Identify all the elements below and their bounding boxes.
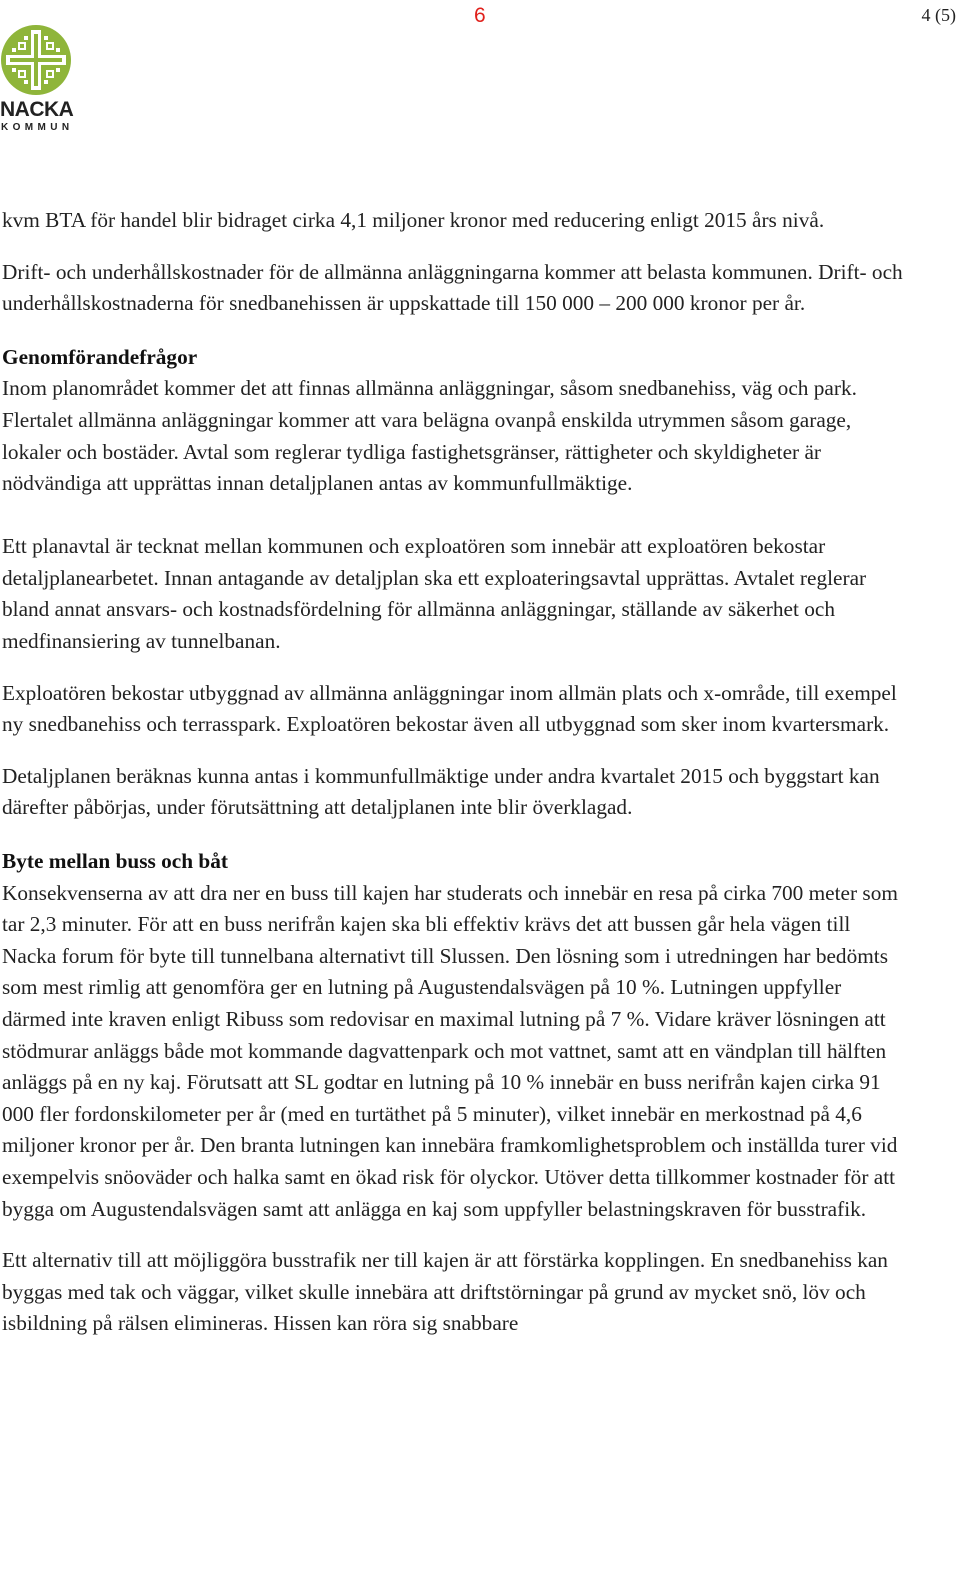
logo-name: NACKA bbox=[0, 98, 74, 121]
page-indicator: 4 (5) bbox=[921, 5, 956, 25]
section-heading: Genomförandefrågor bbox=[2, 344, 198, 369]
nacka-kommun-logo bbox=[0, 24, 76, 134]
paragraph: kvm BTA för handel blir bidraget cirka 4,1 miljoner kronor med reducering enligt 2015 års nivå. bbox=[2, 208, 825, 232]
nacka-emblem-icon bbox=[0, 24, 76, 100]
paragraph: Inom planområdet kommer det att finnas allmänna anläggningar, såsom snedbanehiss, väg och park. Flertalet allmänna anläggningar kommer att vara belägna ovanpå enskilda utrymmen såsom garage, lokaler och bostäder. Avtal som reglerar tydliga fastighetsgränser, rättigheter och skyldigheter är nödvändiga att upprättas innan detaljplanen antas av kommunfullmäktige. bbox=[2, 376, 857, 496]
document-body bbox=[2, 205, 907, 1371]
paragraph: Drift- och underhållskostnader för de allmänna anläggningarna kommer att belasta kommunen. Drift- och underhållskostnaderna för snedbanehissen är uppskattade till 150 000 – 200 000 kronor per år. bbox=[2, 259, 903, 316]
paragraph: Konsekvenserna av att dra ner en buss till kajen har studerats och innebär en resa på cirka 700 meter som tar 2,3 minuter. För att en buss nerifrån kajen ska bli effektiv krävs det att bussen går hela vägen till Nacka forum för byte till tunnelbana alternativt till Slussen. Den lösning som i utredningen har bedömts som mest rimlig att genomföra ger en lutning på Augustendalsvägen på 10 %. Lutningen uppfyller därmed inte kraven enligt Ribuss som redovisar en maximal lutning på 7 %. Vidare kräver lösningen att stödmurar anläggs både mot kommande dagvattenpark och mot vattnet, samt att en vändplan till hälften anläggs på en ny kaj. Förutsatt att SL godtar en lutning på 10 % innebär en buss nerifrån kajen cirka 91 000 fler fordonskilometer per år (med en turtäthet på 5 minuter), vilket innebär en merkostnad på 4,6 miljoner kronor per år. Den branta lutningen kan innebära framkomlighetsproblem och inställda turer vid exempelvis snöoväder och halka samt en ökad risk för olyckor. Utöver detta tillkommer kostnader för att bygga om Augustendalsvägen samt att anlägga en kaj som uppfyller belastningskraven för busstrafik. bbox=[2, 880, 898, 1221]
logo-subname: KOMMUN bbox=[1, 122, 74, 133]
paragraph: Ett alternativ till att möjliggöra busstrafik ner till kajen är att förstärka kopplingen. En snedbanehiss kan byggas med tak och väggar, vilket skulle innebära att driftstörningar på grund av mycket snö, löv och isbildning på rälsen elimineras. Hissen kan röra sig snabbare bbox=[2, 1248, 888, 1336]
red-page-number: 6 bbox=[474, 4, 486, 27]
paragraph: Detaljplanen beräknas kunna antas i kommunfullmäktige under andra kvartalet 2015 och byggstart kan därefter påbörjas, under förutsättning att detaljplanen inte blir överklagad. bbox=[2, 763, 880, 820]
paragraph: Ett planavtal är tecknat mellan kommunen och exploatören som innebär att exploatören bekostar detaljplanearbetet. Innan antagande av detaljplan ska ett exploateringsavtal upprättas. Avtalet reglerar bland annat ansvars- och kostnadsfördelning för allmänna anläggningar, ställande av säkerhet och medfinansiering av tunnelbanan. bbox=[2, 534, 867, 654]
paragraph: Exploatören bekostar utbyggnad av allmänna anläggningar inom allmän plats och x-område, till exempel ny snedbanehiss och terrasspark. Exploatören bekostar även all utbyggnad som sker inom kvartersmark. bbox=[2, 680, 897, 737]
section-heading: Byte mellan buss och båt bbox=[2, 849, 229, 873]
